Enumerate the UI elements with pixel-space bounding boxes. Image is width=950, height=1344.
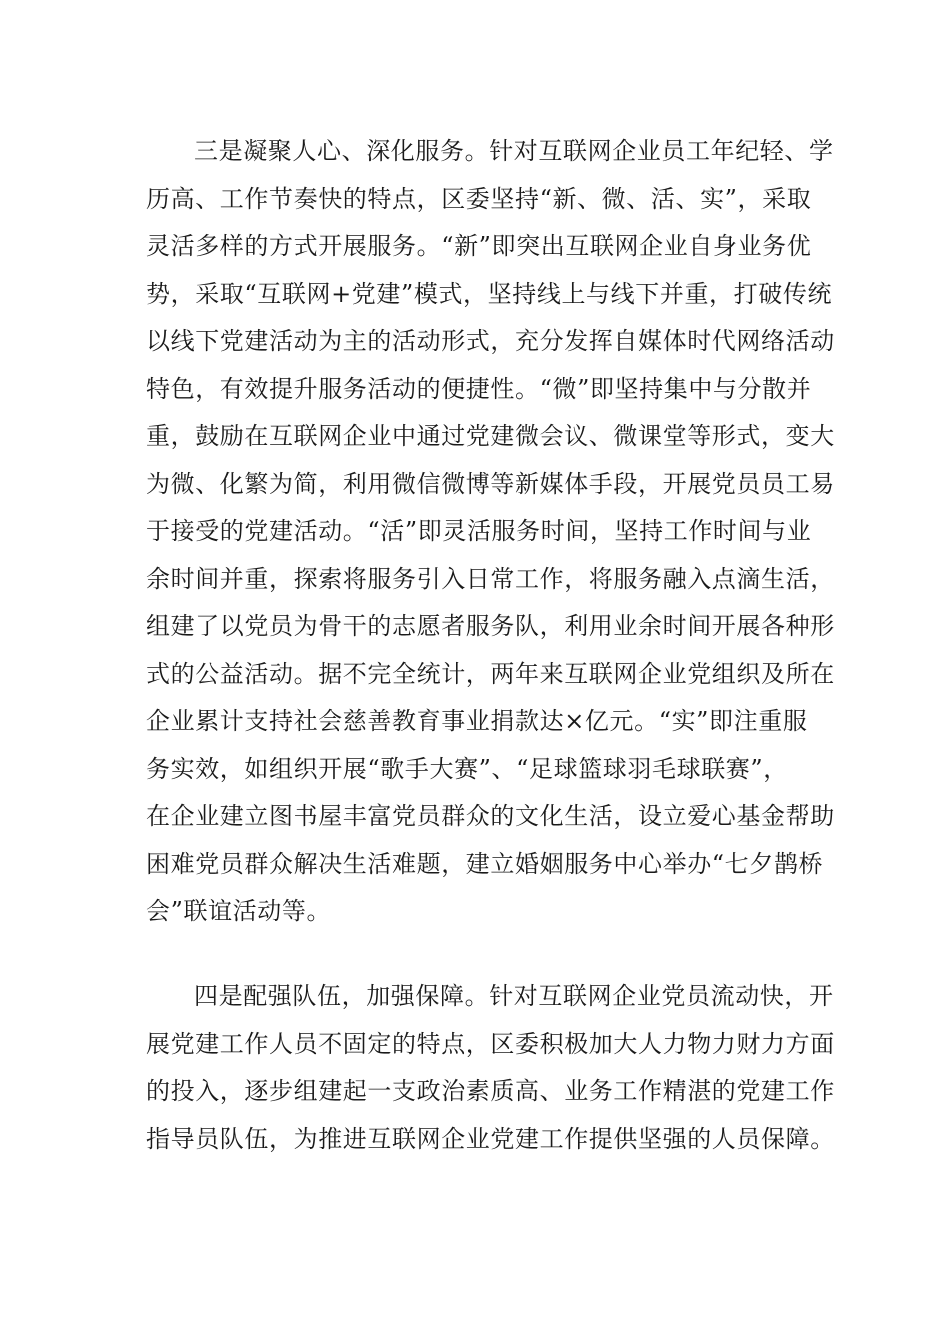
text-line: 以线下党建活动为主的活动形式，充分发挥自媒体时代网络活动 — [146, 327, 835, 355]
text-line: 灵活多样的方式开展服务。“新”即突出互联网企业自身业务优 — [146, 232, 812, 260]
text-line: 势，采取“互联网+党建”模式，坚持线上与线下并重，打破传统 — [146, 279, 833, 308]
text-line: 会”联谊活动等。 — [146, 897, 332, 925]
text-line: 三是凝聚人心、深化服务。针对互联网企业员工年纪轻、学 — [194, 137, 834, 165]
text-line: 为微、化繁为简，利用微信微博等新媒体手段，开展党员员工易 — [146, 469, 835, 498]
text-line: 的投入，逐步组建起一支政治素质高、业务工作精湛的党建工作 — [146, 1077, 835, 1105]
text-line: 特色，有效提升服务活动的便捷性。“微”即坚持集中与分散并 — [146, 374, 812, 403]
text-line: 式的公益活动。据不完全统计，两年来互联网企业党组织及所在 — [146, 659, 835, 688]
text-line: 四是配强队伍，加强保障。针对互联网企业党员流动快，开 — [194, 982, 834, 1010]
text-line: 于接受的党建活动。“活”即灵活服务时间，坚持工作时间与业 — [146, 517, 812, 545]
text-line: 在企业建立图书屋丰富党员群众的文化生活，设立爱心基金帮助 — [146, 802, 835, 830]
text-line: 指导员队伍，为推进互联网企业党建工作提供坚强的人员保障。 — [146, 1124, 835, 1153]
text-line: 组建了以党员为骨干的志愿者服务队，利用业余时间开展各种形 — [146, 612, 835, 640]
text-line: 历高、工作节奏快的特点，区委坚持“新、微、活、实”，采取 — [146, 184, 812, 213]
text-line: 企业累计支持社会慈善教育事业捐款达×亿元。“实”即注重服 — [146, 707, 808, 735]
text-line: 余时间并重，探索将服务引入日常工作，将服务融入点滴生活， — [146, 564, 835, 593]
paragraph-staffing — [146, 973, 835, 1163]
text-line: 务实效，如组织开展“歌手大赛”、“足球篮球羽毛球联赛”， — [146, 754, 788, 783]
text-line: 重，鼓励在互联网企业中通过党建微会议、微课堂等形式，变大 — [146, 422, 835, 450]
text-line: 展党建工作人员不固定的特点，区委积极加大人力物力财力方面 — [146, 1029, 835, 1058]
text-line: 困难党员群众解决生活难题，建立婚姻服务中心举办“七夕鹊桥 — [146, 849, 824, 878]
paragraph-serve — [146, 128, 835, 936]
